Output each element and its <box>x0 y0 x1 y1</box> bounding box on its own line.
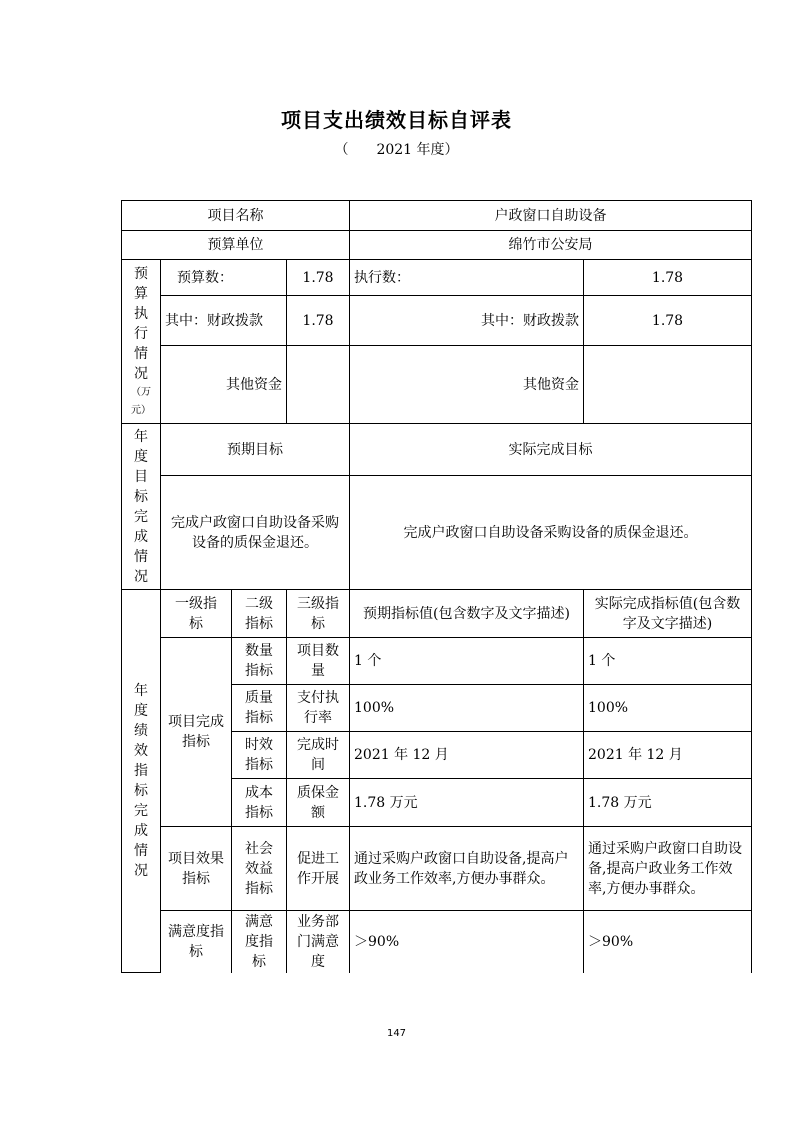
metric-actual: 1.78 万元 <box>584 779 752 827</box>
actual-value-header: 实际完成指标值(包含数字及文字描述) <box>584 590 752 638</box>
metric-actual: 通过采购户政窗口自助设备,提高户政业务工作效率,方便办事群众。 <box>584 827 752 911</box>
metric-expected: 1 个 <box>350 638 584 685</box>
actual-goal-text: 完成户政窗口自助设备采购设备的质保金退还。 <box>350 476 752 590</box>
fiscal-value: 1.78 <box>287 296 350 346</box>
other-funds-label-2: 其他资金 <box>350 346 584 424</box>
metric-expected: 通过采购户政窗口自助设备,提高户政业务工作效率,方便办事群众。 <box>350 827 584 911</box>
metric-level3: 完成时间 <box>287 732 350 779</box>
other-funds-label: 其他资金 <box>161 346 287 424</box>
expected-goal-text: 完成户政窗口自助设备采购设备的质保金退还。 <box>161 476 350 590</box>
metric-level2: 时效指标 <box>232 732 287 779</box>
metric-actual: 100% <box>584 685 752 732</box>
project-name-row <box>122 201 752 231</box>
project-name-label: 项目名称 <box>122 201 350 231</box>
other-funds-row <box>122 346 752 424</box>
performance-header-row <box>122 590 752 638</box>
metric-expected: ＞90% <box>350 911 584 973</box>
metric-expected: 1.78 万元 <box>350 779 584 827</box>
project-name-value: 户政窗口自助设备 <box>350 201 752 231</box>
level1-header: 一级指标 <box>161 590 232 638</box>
budget-exec-side-label: 预 算 执 行 情 况 （万 元） <box>122 260 161 424</box>
fiscal-row <box>122 296 752 346</box>
other-funds-value <box>287 346 350 424</box>
metric-level3: 促进工作开展 <box>287 827 350 911</box>
other-funds-value-2 <box>584 346 752 424</box>
evaluation-table <box>121 200 752 973</box>
annual-goal-side-label: 年 度 目 标 完 成 情 况 <box>122 424 161 590</box>
metric-row <box>122 827 752 911</box>
evaluation-table-frame <box>121 200 742 975</box>
group-effect-label: 项目效果指标 <box>161 827 232 911</box>
exec-label: 执行数： <box>350 260 584 296</box>
metric-row <box>122 911 752 973</box>
metric-actual: ＞90% <box>584 911 752 973</box>
expected-goal-header: 预期目标 <box>161 424 350 476</box>
budget-unit-row <box>122 231 752 260</box>
page-number: 147 <box>386 1028 407 1039</box>
group-satisfaction-label: 满意度指标 <box>161 911 232 973</box>
actual-goal-header: 实际完成目标 <box>350 424 752 476</box>
metric-level3: 支付执行率 <box>287 685 350 732</box>
metric-level3: 质保金额 <box>287 779 350 827</box>
metric-level2: 质量指标 <box>232 685 287 732</box>
budget-row <box>122 260 752 296</box>
metric-expected: 2021 年 12 月 <box>350 732 584 779</box>
performance-side-label: 年 度 绩 效 指 标 完 成 情 况 <box>122 590 161 973</box>
metric-expected: 100% <box>350 685 584 732</box>
annual-goal-content-row <box>122 476 752 590</box>
budget-unit-value: 绵竹市公安局 <box>350 231 752 260</box>
budget-label: 预算数： <box>161 260 287 296</box>
metric-level3: 项目数量 <box>287 638 350 685</box>
metric-level2: 满意度指标 <box>232 911 287 973</box>
fiscal-label-2: 其中：财政拨款 <box>350 296 584 346</box>
subtitle-year: 2021 年度） <box>376 142 459 158</box>
metric-row <box>122 638 752 685</box>
metric-level3: 业务部门满意度 <box>287 911 350 973</box>
level2-header: 二级指标 <box>232 590 287 638</box>
fiscal-value-2: 1.78 <box>584 296 752 346</box>
metric-level2: 数量指标 <box>232 638 287 685</box>
budget-unit-label: 预算单位 <box>122 231 350 260</box>
fiscal-label: 其中：财政拨款 <box>161 296 287 346</box>
annual-goal-header-row <box>122 424 752 476</box>
document-subtitle <box>0 139 793 159</box>
metric-actual: 2021 年 12 月 <box>584 732 752 779</box>
metric-actual: 1 个 <box>584 638 752 685</box>
budget-value: 1.78 <box>287 260 350 296</box>
exec-value: 1.78 <box>584 260 752 296</box>
metric-level2: 成本指标 <box>232 779 287 827</box>
subtitle-open-paren: （ <box>334 142 349 158</box>
document-title: 项目支出绩效目标自评表 <box>281 108 512 132</box>
level3-header: 三级指标 <box>287 590 350 638</box>
group-output-label: 项目完成指标 <box>161 638 232 827</box>
metric-level2: 社会效益指标 <box>232 827 287 911</box>
expected-value-header: 预期指标值(包含数字及文字描述) <box>350 590 584 638</box>
